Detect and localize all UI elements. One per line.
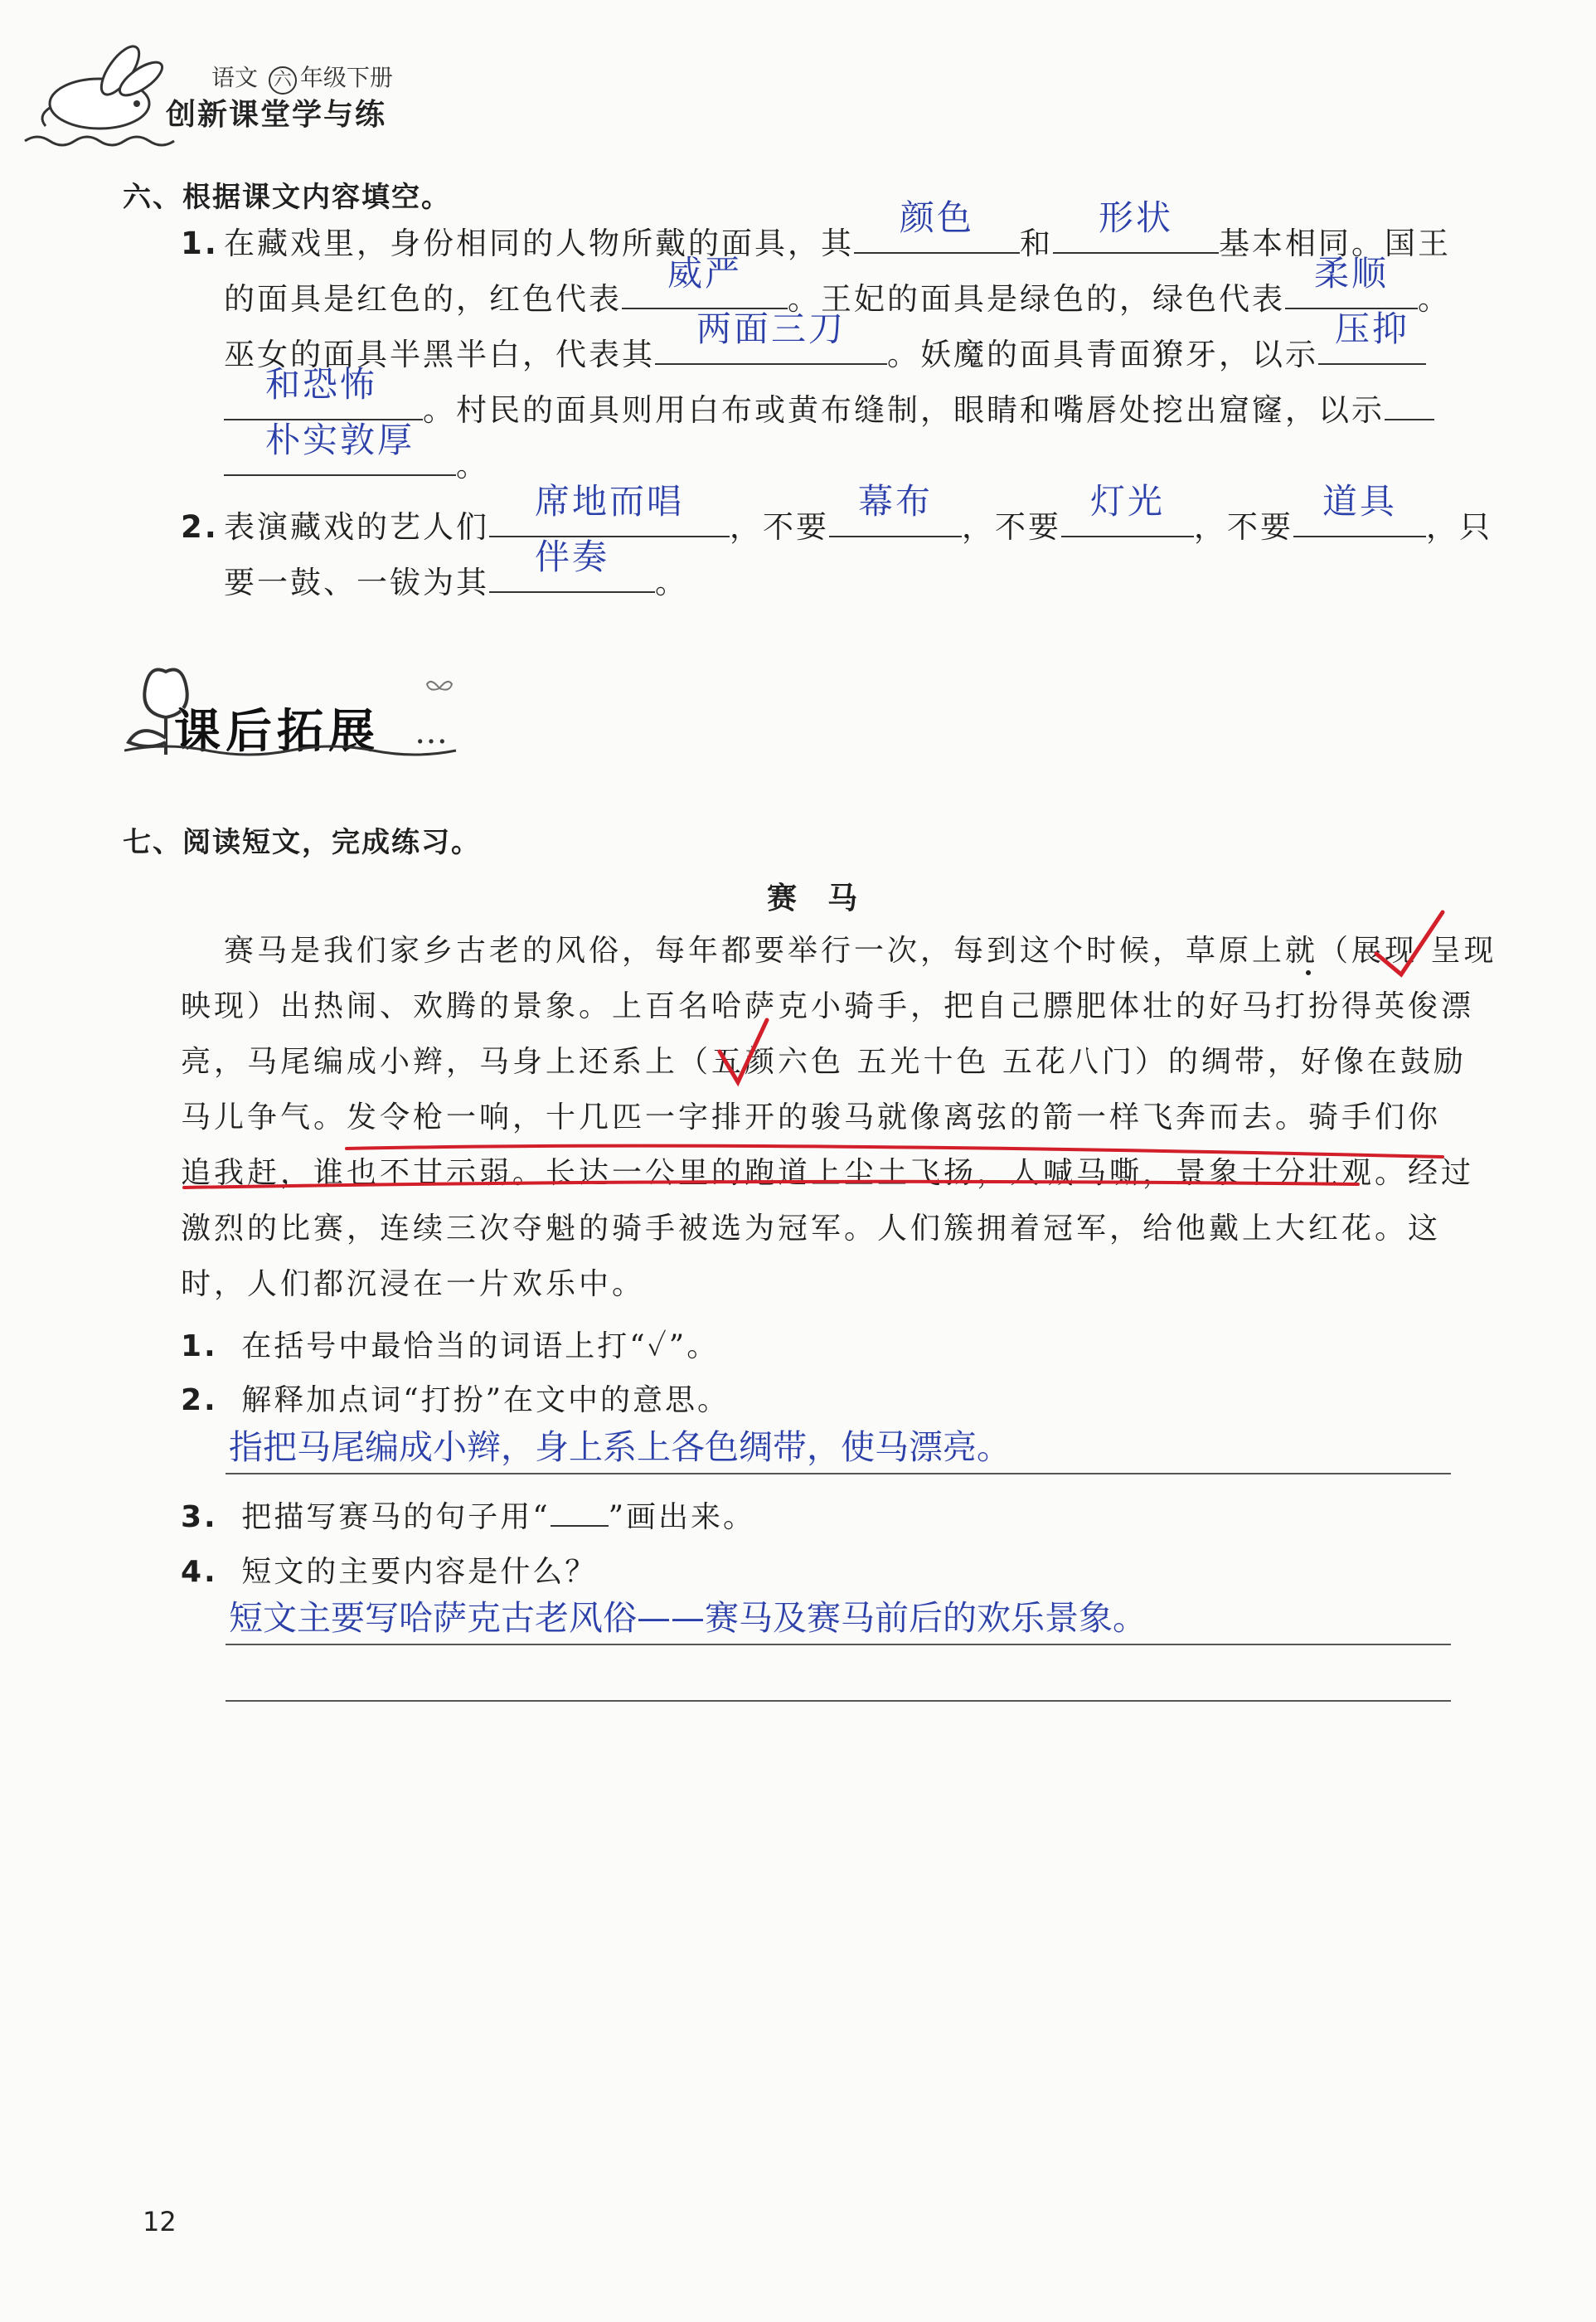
answer-blank[interactable]: 形状 (1053, 216, 1219, 254)
page-number: 12 (143, 2206, 177, 2237)
answer-blank[interactable]: 柔顺 (1285, 271, 1418, 309)
answer-blank[interactable]: 和恐怖 (224, 382, 423, 420)
answer-blank[interactable] (1385, 382, 1434, 420)
passage-line: 映现）出热闹、欢腾的景象。上百名哈萨克小骑手，把自己膘肥体壮的好马打扮得英俊漂 (181, 979, 1474, 1034)
section-7-question-1: 1. 在括号中最恰当的词语上打“✓”。 (181, 1329, 720, 1363)
header-subject: 语文 六 年级下册 (211, 60, 393, 95)
passage-line: 赛马是我们家乡古老的风俗，每年都要举行一次，每到这个时候，草原上就（展现 呈现 (224, 934, 1497, 968)
section-7-question-4: 4. 短文的主要内容是什么？ (181, 1555, 598, 1589)
banner-dots: … (415, 713, 451, 751)
dotted-word: 打扮 (1275, 979, 1341, 1034)
passage-line: 亮，马尾编成小辫，马身上还系上（五颜六色 五光十色 五花八门）的绸带，好像在鼓励 (181, 1045, 1467, 1079)
answer-handwritten: 短文主要写哈萨克古老风俗——赛马及赛马前后的欢乐景象。 (229, 1598, 1147, 1638)
grade-badge: 六 (269, 66, 297, 95)
answer-handwritten: 指把马尾编成小辫，身上系上各色绸带，使马漂亮。 (229, 1427, 1011, 1467)
answer-blank[interactable]: 压抑 (1318, 327, 1426, 365)
section-7-question-3: 3. 把描写赛马的句子用“ ”画出来。 (181, 1500, 755, 1534)
passage-line: 马儿争气。发令枪一响，十几匹一字排开的骏马就像离弦的箭一样飞奔而去。骑手们你 (181, 1100, 1442, 1134)
answer-line[interactable] (226, 1700, 1451, 1702)
butterfly-icon (423, 676, 456, 701)
answer-blank[interactable]: 颜色 (854, 216, 1020, 254)
answer-blank[interactable]: 两面三刀 (655, 327, 887, 365)
passage-title: 赛 马 (767, 882, 861, 916)
answer-blank[interactable]: 朴实敦厚 (224, 438, 456, 476)
passage-line: 时，人们都沉浸在一片欢乐中。 (181, 1267, 646, 1301)
answer-blank[interactable]: 灯光 (1061, 499, 1194, 537)
section-banner: 课后拓展 (174, 705, 380, 759)
section-6-title: 六、根据课文内容填空。 (123, 181, 451, 214)
answer-blank[interactable]: 席地而唱 (489, 499, 730, 537)
section-7-title: 七、阅读短文，完成练习。 (123, 826, 481, 859)
answer-blank[interactable]: 道具 (1293, 499, 1426, 537)
answer-line[interactable] (226, 1473, 1451, 1474)
answer-blank[interactable]: 威严 (622, 271, 788, 309)
passage-line: 激烈的比赛，连续三次夺魁的骑手被选为冠军。人们簇拥着冠军，给他戴上大红花。这 (181, 1212, 1442, 1246)
workbook-page: 语文 六 年级下册 创新课堂学与练 六、根据课文内容填空。 1. 在藏戏里，身份相同的人物所戴的面具，其 颜色 和 形状 基本相同。国王 的面具是红色的，红色代表 威严 。王妃的面具是绿色的，绿色代表 柔顺 。 巫女的面具半黑半白，代表其 两面三刀 。妖魔的面具青面獠牙，以示 压抑 和恐怖 。村民的面具则用白布或黄布缝制，眼睛和嘴唇处挖出窟窿，以示 朴实敦厚 。 2. 表演藏戏的艺人们 席地而唱 ，不要 幕布 ，不要 灯光 ，不要 道具 ，只 要一鼓、一钹为其 伴奏 。 课后拓展 … 七、阅读短文，完成练习。 赛 马 赛马是我们家乡古老的风俗，每年都要举行一次，每到这个时候，草原上就（展现 呈现 映现）出热闹、欢腾的景象。上百名哈萨克小骑手，把自己膘肥体壮的好马打扮得英俊漂 亮，马尾编成小辫，马身上还系上（五颜六色 五光十色 五花八门）的绸带，好像在鼓励 马儿争气。发令枪一响，十几匹一字排开的骏马就像离弦的箭一样飞奔而去。骑手们你 追我赶，谁也不甘示弱。长达一公里的跑道上尘土飞扬，人喊马嘶，景象十分壮观。经过 激烈的比赛，连续三次夺魁的骑手被选为冠军。人们簇拥着冠军，给他戴上大红花。这 时，人们都沉浸在一片欢乐中。 1. 在括号中最恰当的词语上打“✓”。 2. 解释加点词“打扮”在文中的意思。 指把马尾编成小辫，身上系上各色绸带，使马漂亮。 3. 把描写赛马的句子用“ ”画出来。 4. 短文的主要内容是什么？ 短文主要写哈萨克古老风俗——赛马及赛马前后的欢乐景象。 12 (0, 0, 1596, 2322)
answer-blank[interactable]: 幕布 (829, 499, 962, 537)
passage-line: 追我赶，谁也不甘示弱。长达一公里的跑道上尘土飞扬，人喊马嘶，景象十分壮观。经过 (181, 1156, 1475, 1190)
banner-underline (124, 742, 473, 759)
answer-blank[interactable]: 伴奏 (489, 555, 655, 593)
section-7-question-2: 2. 解释加点词“打扮”在文中的意思。 (181, 1383, 730, 1417)
answer-line[interactable] (226, 1644, 1451, 1645)
book-title: 创新课堂学与练 (166, 98, 387, 132)
rabbit-logo-icon (21, 33, 178, 158)
underlined-sentence: 追我赶，谁也不甘示弱。长达一公里的跑道上尘土飞扬，人喊马嘶，景象十分壮观。 (181, 1156, 1409, 1190)
underlined-sentence: 发令枪一响，十几匹一字排开的骏马就像离弦的箭一样飞奔而去。骑手们你 (347, 1100, 1442, 1134)
